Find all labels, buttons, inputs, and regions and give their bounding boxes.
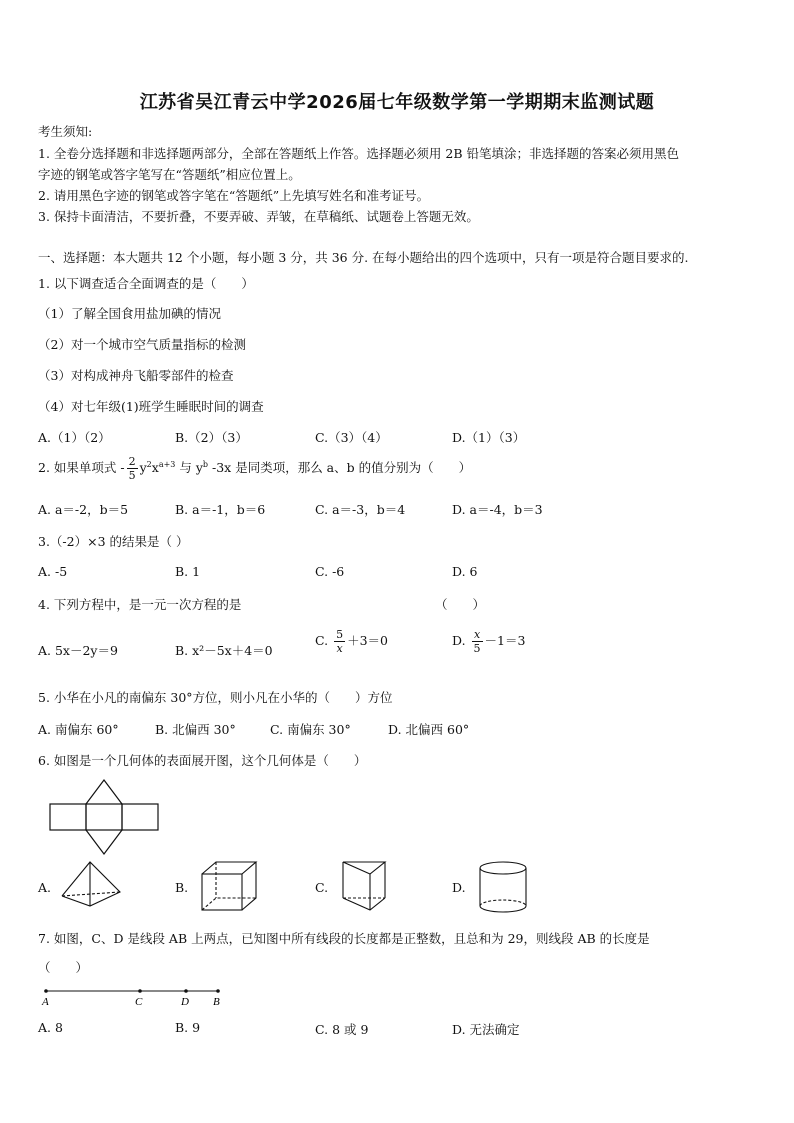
cylinder-figure bbox=[478, 860, 530, 916]
section-heading: 一、选择题：本大题共 12 个小题，每小题 3 分，共 36 分. 在每小题给出的四个选项中，只有一项是符合题目要求的. bbox=[38, 250, 689, 265]
q2-prefix: 2. 如果单项式 - bbox=[38, 460, 125, 475]
q4-option-c-den: x bbox=[336, 642, 343, 655]
point-d-label: D bbox=[181, 996, 189, 1008]
q1-option-d: D.（1）（3） bbox=[452, 430, 526, 445]
notice-item-1-cont: 字迹的钢笔或答字笔写在“答题纸”相应位置上。 bbox=[38, 167, 301, 182]
q1-option-a: A.（1）（2） bbox=[38, 430, 111, 445]
q2-rest: -3x 是同类项，那么 a、b 的值分别为（ ） bbox=[208, 460, 472, 475]
q7-option-b: B. 9 bbox=[175, 1020, 201, 1035]
q2-option-a: A. a＝-2，b＝5 bbox=[38, 502, 129, 517]
q2-mono1-exp2: a+3 bbox=[158, 459, 176, 469]
q4-option-c-label: C. bbox=[315, 633, 329, 648]
point-c-label: C bbox=[135, 996, 143, 1008]
q2-frac-den: 5 bbox=[128, 469, 136, 482]
point-d-dot bbox=[184, 989, 188, 993]
q4-option-d-label: D. bbox=[452, 633, 466, 648]
cube-figure bbox=[200, 860, 262, 912]
notice-item-2: 2. 请用黑色字迹的钢笔或答字笔在“答题纸”上先填写姓名和准考证号。 bbox=[38, 188, 430, 203]
q4-option-c bbox=[315, 628, 388, 655]
q5-option-a: A. 南偏东 60° bbox=[38, 722, 119, 737]
q3-stem: 3.（-2）×3 的结果是（ ） bbox=[38, 534, 189, 549]
q3-option-d: D. 6 bbox=[452, 564, 478, 579]
q5-option-d: D. 北偏西 60° bbox=[388, 722, 470, 737]
q2-mid: 与 y bbox=[175, 460, 203, 475]
q4-stem: 4. 下列方程中，是一元一次方程的是 bbox=[38, 597, 242, 612]
q4-option-d-den: 5 bbox=[473, 642, 481, 655]
q4-option-c-fraction bbox=[334, 628, 345, 655]
q2-stem bbox=[38, 455, 471, 482]
point-a-label: A bbox=[42, 996, 49, 1008]
prism-figure bbox=[340, 858, 390, 914]
pyramid-figure bbox=[60, 860, 130, 910]
q4-option-d-fraction bbox=[472, 628, 483, 655]
q6-option-b: B. bbox=[175, 880, 189, 895]
q2-mono1-exp1: 2 bbox=[146, 459, 152, 469]
q1-option-b: B.（2）（3） bbox=[175, 430, 248, 445]
q5-stem: 5. 小华在小凡的南偏东 30°方位，则小凡在小华的（ ）方位 bbox=[38, 690, 393, 705]
q4-option-d-num: x bbox=[472, 628, 483, 642]
point-a-dot bbox=[44, 989, 48, 993]
q2-frac-num: 2 bbox=[128, 455, 136, 468]
q2-option-b: B. a＝-1，b＝6 bbox=[175, 502, 266, 517]
q5-option-c: C. 南偏东 30° bbox=[270, 722, 351, 737]
q2-mono2-exp: b bbox=[202, 459, 209, 469]
q4-option-c-num: 5 bbox=[336, 628, 344, 641]
q3-option-a: A. -5 bbox=[38, 564, 68, 579]
q4-option-c-rest: ＋3＝0 bbox=[347, 633, 388, 648]
page-title: 江苏省吴江青云中学2026届七年级数学第一学期期末监测试题 bbox=[139, 92, 655, 113]
q2-option-c: C. a＝-3，b＝4 bbox=[315, 502, 406, 517]
q6-option-d: D. bbox=[452, 880, 466, 895]
q2-mono1-mid: x bbox=[151, 460, 159, 475]
point-b-label: B bbox=[213, 996, 220, 1008]
notice-item-3: 3. 保持卡面清洁，不要折叠，不要弄破、弄皱，在草稿纸、试题卷上答题无效。 bbox=[38, 209, 479, 224]
q6-option-a: A. bbox=[38, 880, 52, 895]
q4-option-d bbox=[452, 628, 525, 655]
notice-item-1: 1. 全卷分选择题和非选择题两部分，全部在答题纸上作答。选择题必须用 2B 铅笔填涂；非选择题的答案必须用黑色 bbox=[38, 146, 679, 161]
q4-option-d-rest: －1＝3 bbox=[484, 633, 526, 648]
q7-option-c: C. 8 或 9 bbox=[315, 1022, 369, 1037]
q7-option-a: A. 8 bbox=[38, 1020, 63, 1035]
q1-item: （3）对构成神舟飞船零部件的检查 bbox=[38, 368, 234, 383]
q4-option-b: B. x²－5x＋4＝0 bbox=[175, 643, 273, 658]
net-diagram bbox=[50, 778, 190, 848]
q2-fraction bbox=[127, 455, 138, 482]
q1-item: （2）对一个城市空气质量指标的检测 bbox=[38, 337, 246, 352]
q4-option-a: A. 5x－2y＝9 bbox=[38, 643, 118, 658]
q7-stem: 7. 如图，C、D 是线段 AB 上两点，已知图中所有线段的长度都是正整数，且总和为 29，则线段 AB 的长度是 bbox=[38, 931, 650, 946]
q1-item: （1）了解全国食用盐加碘的情况 bbox=[38, 306, 221, 321]
segment-diagram bbox=[40, 986, 230, 1012]
q4-paren: （ ） bbox=[435, 597, 486, 612]
q3-option-b: B. 1 bbox=[175, 564, 201, 579]
q6-option-c: C. bbox=[315, 880, 329, 895]
q7-option-d: D. 无法确定 bbox=[452, 1022, 520, 1037]
q2-mono1: y bbox=[139, 460, 147, 475]
q5-option-b: B. 北偏西 30° bbox=[155, 722, 236, 737]
q3-option-c: C. -6 bbox=[315, 564, 345, 579]
q1-stem: 1. 以下调查适合全面调查的是（ ） bbox=[38, 276, 254, 291]
q1-option-c: C.（3）（4） bbox=[315, 430, 388, 445]
q7-paren: （ ） bbox=[38, 960, 89, 975]
q2-option-d: D. a＝-4，b＝3 bbox=[452, 502, 543, 517]
q1-item: （4）对七年级(1)班学生睡眠时间的调查 bbox=[38, 399, 264, 414]
notice-heading: 考生须知: bbox=[38, 124, 93, 139]
q6-stem: 6. 如图是一个几何体的表面展开图，这个几何体是（ ） bbox=[38, 753, 367, 768]
point-c-dot bbox=[138, 989, 142, 993]
point-b-dot bbox=[216, 989, 220, 993]
